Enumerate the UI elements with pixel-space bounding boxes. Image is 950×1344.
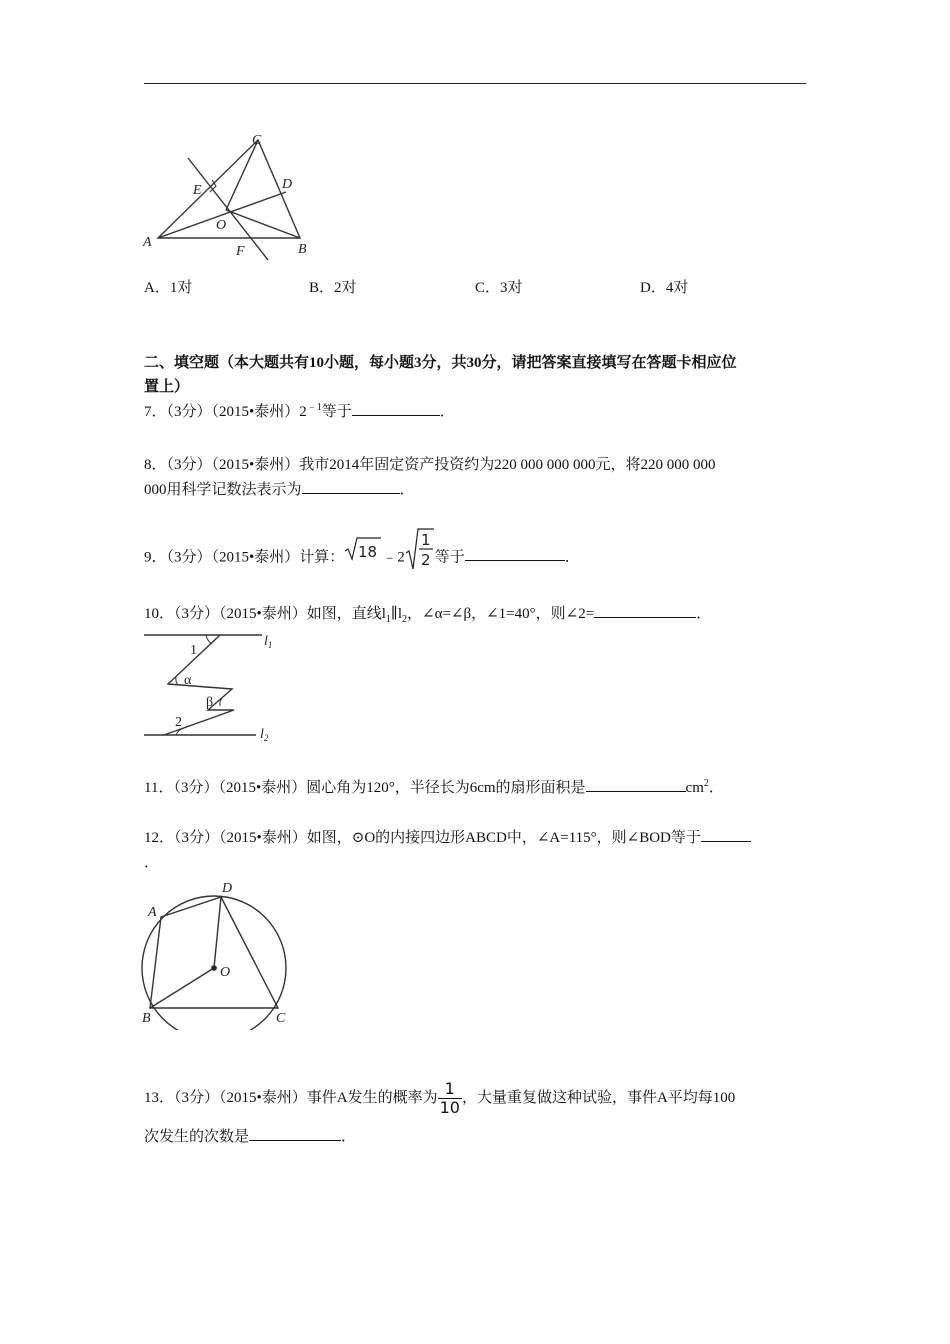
svg-text:18: 18 bbox=[358, 543, 378, 561]
label-e: E bbox=[193, 183, 202, 198]
label-a: A bbox=[148, 905, 157, 920]
question-7: 7．（3分）（2015•泰州）$2^{﹣1}$等于 ． bbox=[144, 402, 455, 420]
label-d: D bbox=[282, 177, 293, 192]
angle-alpha-arc bbox=[176, 677, 178, 685]
answer-blank[interactable] bbox=[465, 546, 565, 561]
label-angle-1: 1 bbox=[190, 643, 197, 658]
question-12: 12．（3分）（2015•泰州）如图，⊙O的内接四边形ABCD中，∠A=115°，则∠BOD等于 ． bbox=[144, 826, 751, 876]
option-c: C．3对 bbox=[475, 280, 523, 296]
triangle-abc bbox=[158, 140, 300, 238]
circle-quadrilateral-figure bbox=[140, 876, 300, 1030]
question-11: 11．（3分）（2015•泰州）圆心角为120°，半径长为6cm的扇形面积是 $cm^2$． bbox=[144, 778, 724, 796]
question-9: 9．（3分）（2015•泰州）计算： 18 ﹣2 1 2 等于 ． bbox=[144, 527, 580, 571]
label-c: C bbox=[276, 1011, 286, 1026]
label-l1: $l_1$ bbox=[264, 634, 273, 650]
section-heading: 二、填空题（本大题共有10小题，每小题3分，共30分，请把答案直接填写在答题卡相应位 置上） bbox=[144, 355, 737, 395]
segment-c-o bbox=[226, 140, 258, 210]
label-o: O bbox=[220, 965, 231, 980]
sqrt-icon bbox=[405, 527, 435, 571]
fraction-one-tenth: $\frac{1}{10}$ bbox=[439, 1079, 460, 1118]
quadrilateral-abcd bbox=[150, 897, 278, 1008]
svg-text:2: 2 bbox=[420, 551, 431, 569]
segment-o-b bbox=[150, 968, 214, 1008]
svg-text:1: 1 bbox=[420, 531, 431, 549]
question-10: 10．（3分）（2015•泰州）如图，直线$l_1\parallel l_2$，∠α=∠β，∠1=40°，则∠2= ． bbox=[144, 603, 711, 625]
label-angle-2: 2 bbox=[175, 715, 182, 730]
perpendicular-bisector-ef bbox=[188, 158, 268, 260]
label-beta: β bbox=[206, 695, 214, 710]
question-13-line2: 次发生的次数是 ． bbox=[144, 1126, 356, 1148]
label-a: A bbox=[143, 235, 152, 250]
header-rule bbox=[144, 83, 806, 84]
angle-beta-arc bbox=[220, 696, 224, 706]
label-l2: $l_2$ bbox=[260, 727, 269, 743]
label-b: B bbox=[298, 242, 307, 257]
radical-sqrt-half bbox=[405, 527, 435, 589]
question-13: 13．（3分）（2015•泰州）事件A发生的概率为 $\frac{1}{10}$ ，大量重复做这种试验，事件A平均每100 bbox=[144, 1079, 736, 1118]
label-c: C bbox=[252, 133, 262, 148]
triangle-figure bbox=[140, 128, 320, 263]
label-o: O bbox=[216, 218, 227, 233]
label-b: B bbox=[142, 1011, 151, 1026]
answer-blank[interactable] bbox=[302, 479, 400, 494]
label-d: D bbox=[222, 881, 233, 896]
answer-blank[interactable] bbox=[352, 401, 440, 416]
question-8: 8．（3分）（2015•泰州）我市2014年固定资产投资约为220 000 000 000元，将220 000 000 000用科学记数法表示为 ． bbox=[144, 457, 716, 498]
label-alpha: α bbox=[184, 673, 192, 688]
answer-blank[interactable] bbox=[586, 777, 686, 792]
center-point bbox=[212, 966, 216, 970]
answer-blank[interactable] bbox=[594, 603, 696, 618]
label-f: F bbox=[236, 244, 245, 259]
segment-o-d bbox=[214, 897, 221, 968]
answer-blank[interactable] bbox=[701, 827, 751, 842]
radical-sqrt18 bbox=[344, 536, 382, 580]
sqrt-icon bbox=[344, 536, 382, 562]
parallel-lines-figure bbox=[140, 628, 290, 748]
answer-blank[interactable] bbox=[249, 1126, 341, 1141]
segment-b-o bbox=[226, 210, 300, 238]
option-a: A．1对 bbox=[144, 280, 193, 296]
option-d: D．4对 bbox=[640, 280, 689, 296]
option-b: B．2对 bbox=[309, 280, 357, 296]
